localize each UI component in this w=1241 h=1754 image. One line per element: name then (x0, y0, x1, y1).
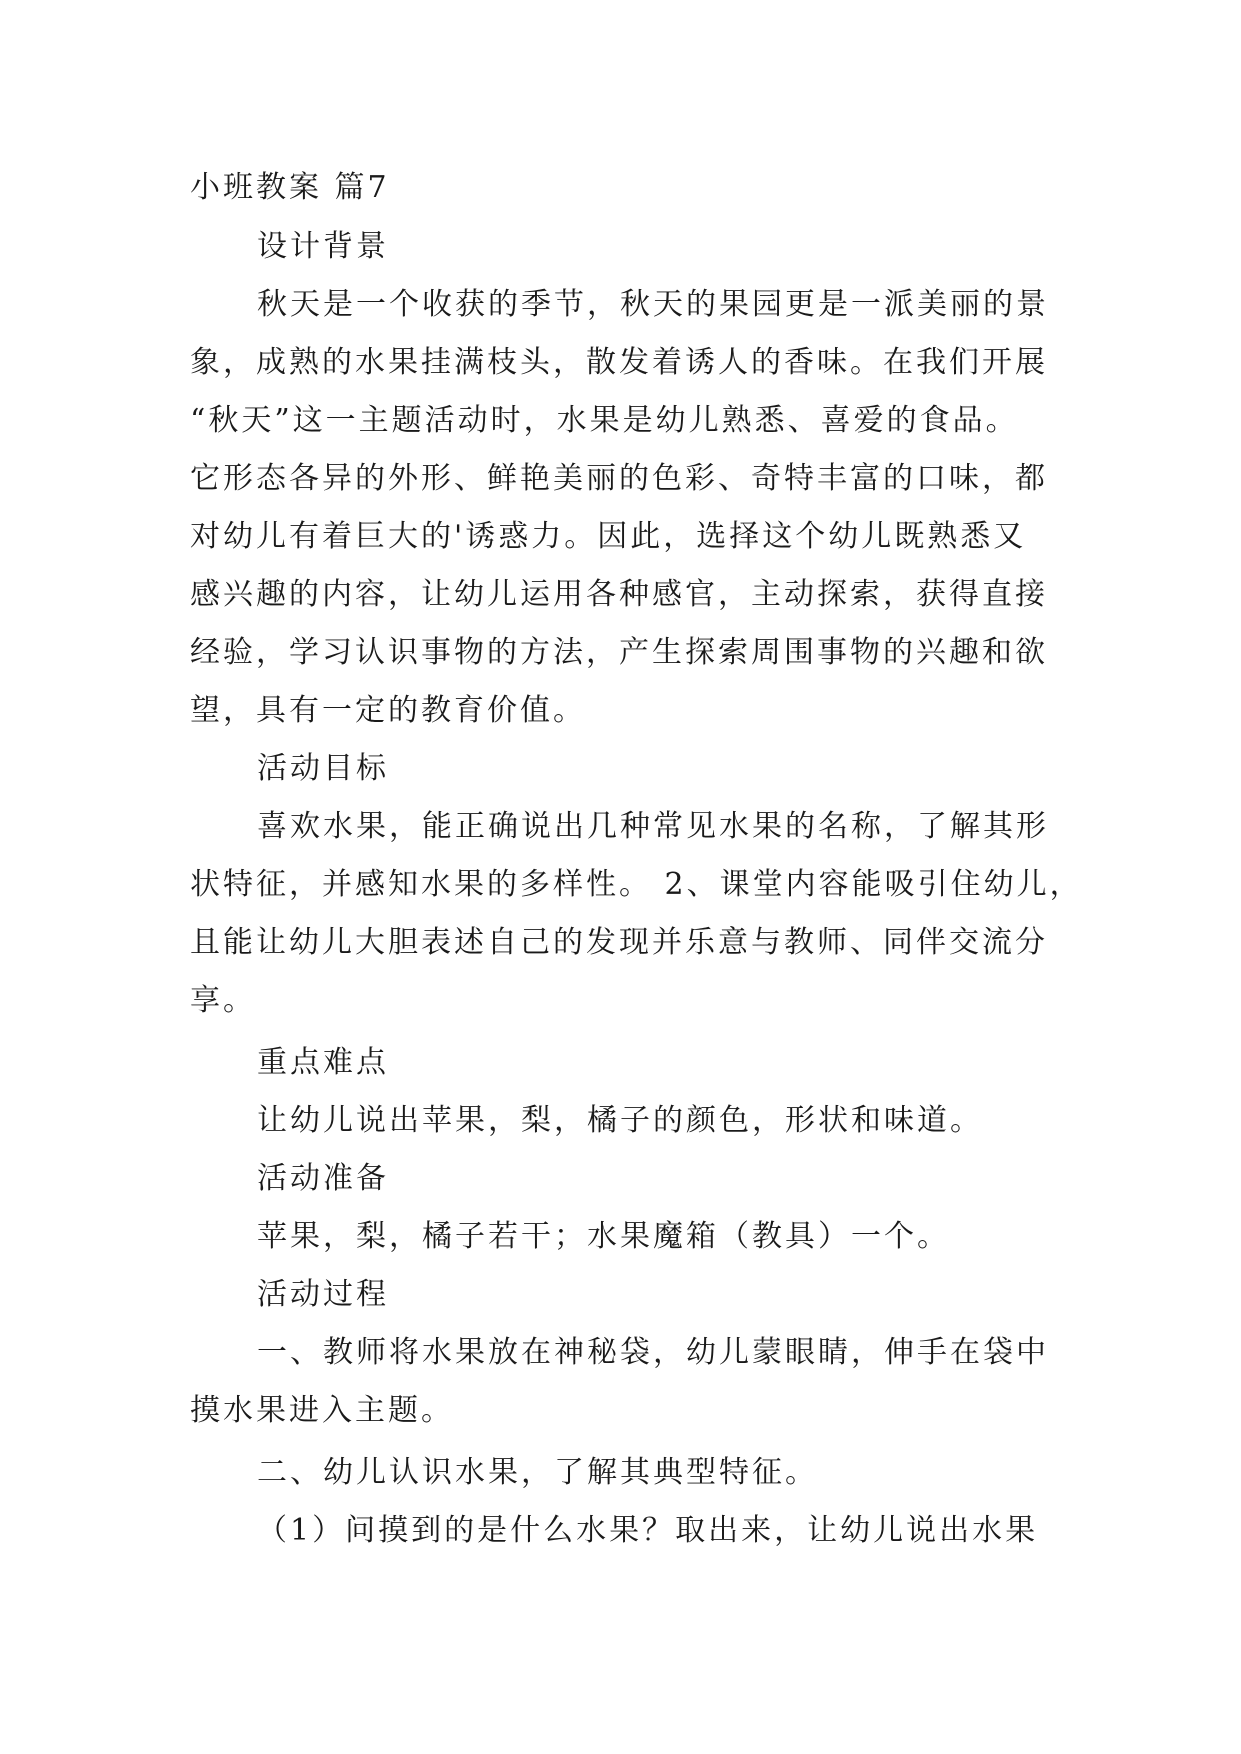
preparation-paragraph: 苹果，梨，橘子若干；水果魔箱（教具）一个。 (257, 1219, 950, 1254)
section-heading-process: 活动过程 (257, 1277, 389, 1312)
paragraph-line: 享。 (190, 983, 256, 1018)
paragraph-line: 喜欢水果，能正确说出几种常见水果的名称，了解其形 (257, 809, 1049, 844)
paragraph-line: 感兴趣的内容，让幼儿运用各种感官，主动探索，获得直接 (190, 577, 1048, 612)
document-page (190, 160, 1083, 1560)
process-step-2: 二、幼儿认识水果，了解其典型特征。 (257, 1455, 818, 1490)
paragraph-line: 摸水果进入主题。 (190, 1393, 454, 1428)
goals-paragraph (190, 798, 1083, 1030)
paragraph-line: 经验，学习认识事物的方法，产生探索周围事物的兴趣和欲 (190, 635, 1048, 670)
section-heading-goals: 活动目标 (257, 751, 389, 786)
paragraph-line: 秋天是一个收获的季节，秋天的果园更是一派美丽的景 (257, 287, 1049, 322)
paragraph-line: 象，成熟的水果挂满枝头，散发着诱人的香味。在我们开展 (190, 345, 1048, 380)
process-step-2-sub-1: （1）问摸到的是什么水果？取出来，让幼儿说出水果 (257, 1513, 1039, 1548)
background-paragraph (190, 276, 1060, 740)
process-step-1 (190, 1324, 1060, 1440)
section-heading-difficulty: 重点难点 (257, 1045, 389, 1080)
paragraph-line: 望，具有一定的教育价值。 (190, 693, 586, 728)
section-heading-preparation: 活动准备 (257, 1161, 389, 1196)
paragraph-line: 状特征，并感知水果的多样性。 2、课堂内容能吸引住幼儿， (190, 867, 1083, 902)
paragraph-line: 它形态各异的外形、鲜艳美丽的色彩、奇特丰富的口味，都 (190, 461, 1048, 496)
paragraph-line: 对幼儿有着巨大的'诱惑力。因此，选择这个幼儿既熟悉又 (190, 519, 1027, 554)
section-heading-background: 设计背景 (257, 229, 389, 264)
paragraph-line: “秋天”这一主题活动时，水果是幼儿熟悉、喜爱的食品。 (190, 403, 1019, 438)
paragraph-line: 一、教师将水果放在神秘袋，幼儿蒙眼睛，伸手在袋中 (257, 1335, 1049, 1370)
paragraph-line: 且能让幼儿大胆表述自己的发现并乐意与教师、同伴交流分 (190, 925, 1048, 960)
document-title: 小班教案 篇7 (190, 170, 390, 205)
difficulty-paragraph: 让幼儿说出苹果，梨，橘子的颜色，形状和味道。 (257, 1103, 983, 1138)
